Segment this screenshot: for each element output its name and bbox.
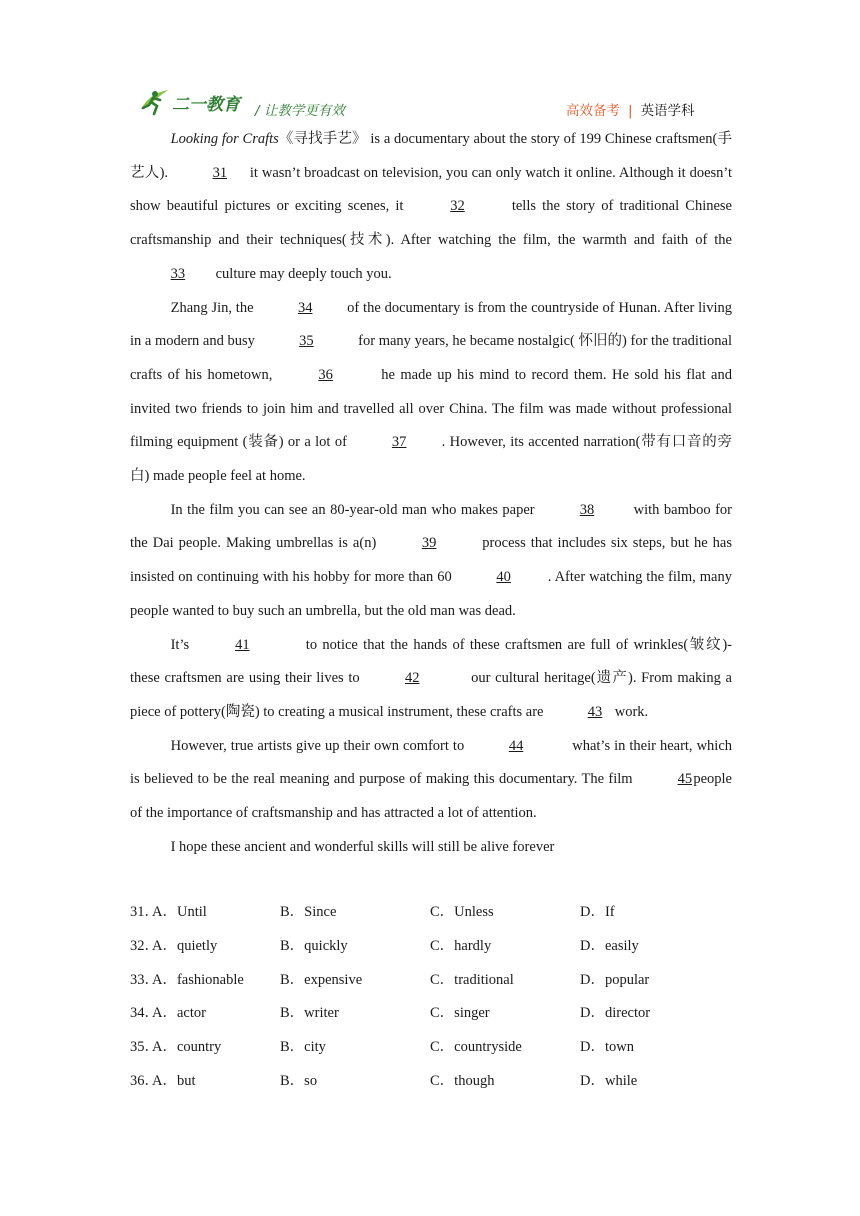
option-a: A．fashionable [152, 971, 244, 988]
option-b: B．so [280, 1072, 318, 1089]
question-row [130, 930, 732, 964]
header-divider: | [628, 103, 633, 119]
option-d: D．town [580, 1039, 634, 1056]
option-b: B．expensive [280, 971, 363, 988]
question-row [130, 997, 732, 1031]
blank-45: 45 [677, 771, 693, 788]
option-c: C．Unless [430, 904, 494, 920]
paragraph-5: However, true artists give up their own comfort to 44 what’s in their heart, which is believed to be the real meaning and purpose of making this documentary. The film 45 people of the importance of craftsmanship and has attracted a lot of attention. [130, 730, 732, 831]
answer-options [130, 896, 732, 1099]
slogan: / 让教学更有效 [255, 103, 345, 119]
question-row [130, 1065, 732, 1099]
blank-33: 33 [170, 265, 186, 282]
paragraph-6: I hope these ancient and wonderful skills will still be alive forever [170, 838, 555, 855]
blank-36: 36 [318, 366, 333, 383]
option-d: D．while [580, 1072, 638, 1089]
option-a: A．country [152, 1039, 222, 1056]
header-tag-right: 英语学科 [640, 103, 695, 119]
runner-logo-icon [138, 87, 170, 117]
option-c: C．singer [430, 1005, 490, 1022]
blank-39: 39 [421, 535, 437, 552]
option-c: C．though [430, 1072, 495, 1089]
option-c: C．countryside [430, 1039, 522, 1056]
blank-44: 44 [508, 737, 524, 754]
option-d: D．director [580, 1005, 651, 1022]
option-a: A．quietly [152, 937, 218, 954]
blank-43: 43 [587, 703, 603, 720]
option-b: B．city [280, 1039, 326, 1056]
question-number: 35． [130, 1039, 159, 1056]
question-row [130, 964, 732, 998]
option-a: A．but [152, 1072, 196, 1089]
question-number: 31． [130, 904, 159, 920]
film-title: Looking for Crafts [170, 131, 279, 147]
logo-text: 二一教育 [172, 94, 240, 115]
blank-31: 31 [212, 164, 228, 181]
option-d: D．If [580, 904, 615, 920]
paragraph-1: Looking for Crafts《寻找手艺》 is a documentary about the story of 199 Chinese craftsmen(手艺人). 31 it wasn’t broadcast on television, you can only watch it online. Although it doesn’t show beautiful pictures or exciting scenes, it 32 tells the story of traditional Chinese craftsmanship and their techniques(技术). After watching the film, the warmth and faith of the 33 culture may deeply touch you. [130, 123, 732, 292]
logo [138, 86, 240, 118]
option-a: A．Until [152, 904, 207, 920]
question-number: 34． [130, 1005, 159, 1022]
blank-34: 34 [297, 299, 313, 316]
header-tags [566, 99, 695, 119]
blank-37: 37 [391, 434, 407, 451]
blank-42: 42 [404, 670, 420, 687]
option-c: C．hardly [430, 937, 492, 954]
question-row [130, 896, 732, 930]
option-d: D．easily [580, 937, 639, 954]
question-number: 32． [130, 937, 159, 954]
cloze-passage [130, 123, 732, 864]
option-b: B．writer [280, 1005, 339, 1022]
question-number: 33． [130, 971, 159, 988]
option-c: C．traditional [430, 971, 514, 988]
page-header [0, 0, 860, 122]
option-b: B．quickly [280, 937, 348, 954]
blank-40: 40 [496, 569, 511, 586]
option-b: B．Since [280, 904, 337, 920]
blank-41: 41 [235, 636, 250, 653]
header-tag-left: 高效备考 [566, 103, 620, 119]
option-d: D．popular [580, 971, 650, 988]
paragraph-3: In the film you can see an 80-year-old man who makes paper 38 with bamboo for the Dai people. Making umbrellas is a(n) 39 process that includes six steps, but he has insisted on continuing with his hobby for more than 60 40 . After watching the film, many people wanted to buy such an umbrella, but the old man was dead. [130, 494, 732, 629]
blank-32: 32 [450, 198, 465, 215]
paragraph-4: It’s 41 to notice that the hands of these craftsmen are full of wrinkles(皱纹)-these craftsmen are using their lives to 42 our cultural heritage(遗产). From making a piece of pottery(陶瓷) to creating a musical instrument, these crafts are 43 work. [130, 629, 732, 730]
paragraph-2: Zhang Jin, the 34 of the documentary is from the countryside of Hunan. After living in a modern and busy 35 for many years, he became nostalgic( 怀旧的) for the traditional crafts of his hometown, 36 he made up his mind to record them. He sold his flat and invited two friends to join him and travelled all over China. The film was made without professional filming equipment (装备) or a lot of 37 . However, its accented narration(带有口音的旁白) made people feel at home. [130, 292, 732, 494]
blank-35: 35 [299, 333, 314, 350]
option-a: A．actor [152, 1005, 206, 1022]
blank-38: 38 [579, 501, 595, 518]
question-row [130, 1031, 732, 1065]
question-number: 36． [130, 1072, 159, 1089]
